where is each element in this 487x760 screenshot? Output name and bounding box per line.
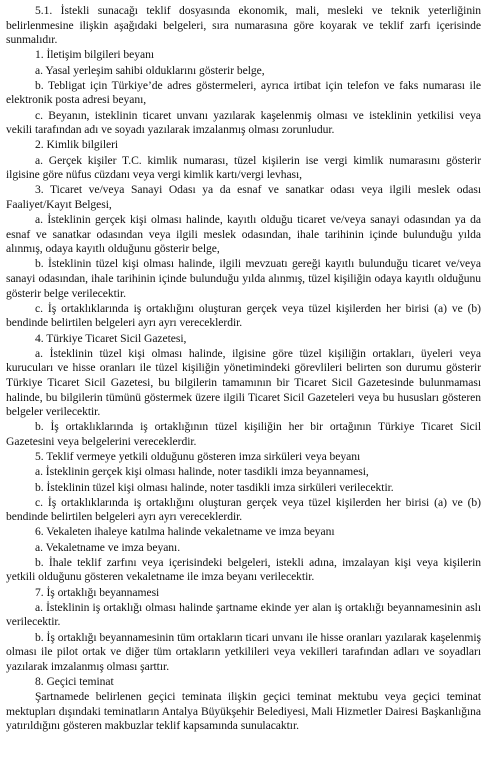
section-6-item-b: b. İhale teklif zarfını veya içerisindeki belgeleri, istekli adına, imzalayan kişi veya kişilerin yetkili olduğunu gösteren vekaletname ile imza beyanı verilecektir. (6, 555, 481, 584)
intro-paragraph: 5.1. İstekli sunacağı teklif dosyasında ekonomik, mali, mesleki ve teknik yeterliğinin belirlenmesine ilişkin aşağıdaki belgeleri, sıra numarasına göre koyarak ve teklif zarfı içerisinde sunmalıdır. (6, 4, 481, 47)
section-2-heading: 2. Kimlik bilgileri (35, 138, 119, 152)
section-8-body: Şartnamede belirlenen geçici teminata ilişkin geçici teminat mektubu veya geçici teminat mektupları dışındaki teminatların Antalya Büyükşehir Belediyesi, Mali Hizmetler Dairesi Başkanlığına yatırıldığını gösteren makbuzlar teklif kapsamında sunulacaktır. (6, 690, 481, 733)
section-5-heading: 5. Teklif vermeye yetkili olduğunu gösteren imza sirküleri veya beyanı (35, 450, 361, 464)
section-7-item-a: a. İsteklinin iş ortaklığı olması halinde şartname ekinde yer alan iş ortaklığı beyannamesinin aslı verilecektir. (6, 600, 481, 629)
section-4-item-a: a. İsteklinin tüzel kişi olması halinde, ilgisine göre tüzel kişiliğin ortakları, üyeleri veya kurucuları ve hisse oranları ile tüzel kişiliğin yönetimindeki görevlileri belirten son durumu gösterir Türkiye Ticaret Sicil Gazetesi, bu bilgilerin tamamının bir Ticaret Sicil Gazetesinde bulunmaması halinde, bu bilgilerin tümünü göstermek üzere ilgili Ticaret Sicil Gazeteleri veya bu hususları gösteren belgeler verilecektir. (6, 346, 481, 419)
section-5-item-c: c. İş ortaklıklarında iş ortaklığını oluşturan gerçek veya tüzel kişilerden her birisi (a) ve (b) bendinde belirtilen belgeleri ayrı ayrı vereceklerdir. (6, 495, 481, 524)
section-3-item-b: b. İsteklinin tüzel kişi olması halinde, ilgili mevzuatı gereği kayıtlı bulunduğu ticaret ve/veya sanayi odasından, ihale tarihinin içinde bulunduğu yılda alınmış, tüzel kişiliğin odaya kayıtlı olduğunu gösterir belge verilecektir. (6, 257, 481, 300)
section-8-heading: 8. Geçici teminat (35, 674, 114, 688)
section-4-item-b: b. İş ortaklıklarında iş ortaklığının tüzel kişiliğin her bir ortağının Türkiye Ticaret Sicil Gazetesini veya belgelerini vereceklerdir. (6, 420, 481, 448)
section-1-item-c: c. Beyanın, isteklinin ticaret unvanı yazılarak kaşelenmiş olması ve isteklinin yetkilisi veya vekili tarafından adı ve soyadı yazılarak imzalanmış olması zorunludur. (6, 108, 481, 137)
section-5-item-a: a. İsteklinin gerçek kişi olması halinde, noter tasdikli imza beyannamesi, (35, 465, 369, 479)
section-3-heading: 3. Ticaret ve/veya Sanayi Odası ya da esnaf ve sanatkar odası veya ilgili meslek odası Faaliyet/Kayıt Belgesi, (6, 183, 481, 211)
section-5-item-b: b. İsteklinin tüzel kişi olması halinde, noter tasdikli imza sirküleri verilecektir. (35, 480, 394, 494)
section-2-item-a: a. Gerçek kişiler T.C. kimlik numarası, tüzel kişilerin ise vergi kimlik numarasını gösterir ilgisine göre nüfus cüzdanı veya vergi kimlik kartı/vergi levhası, (6, 153, 481, 182)
section-7-heading: 7. İş ortaklığı beyannamesi (35, 585, 160, 599)
section-4-heading: 4. Türkiye Ticaret Sicil Gazetesi, (35, 331, 187, 345)
section-3-item-a: a. İsteklinin gerçek kişi olması halinde, kayıtlı olduğu ticaret ve/veya sanayi odasından ya da esnaf ve sanatkar odasından veya ilgili meslek odasından, ihale tarihinin içinde bulunduğu yılda alınmış, odaya kayıtlı olduğunu gösterir belge, (6, 213, 481, 256)
section-6-item-a: a. Vekaletname ve imza beyanı. (35, 540, 181, 554)
section-7-item-b: b. İş ortaklığı beyannamesinin tüm ortakların ticari unvanı ile hisse oranları yazılarak kaşelenmiş olması ile pilot ortak ve diğer tüm ortakların yetkilileri veya vekilleri tarafından adları ve soyadları yazılarak imzalanmış olması şarttır. (6, 630, 481, 673)
section-3-item-c: c. İş ortaklıklarında iş ortaklığını oluşturan gerçek veya tüzel kişilerden her birisi (a) ve (b) bendinde belirtilen belgeleri ayrı ayrı vereceklerdir. (6, 301, 481, 330)
section-1-heading: 1. İletişim bilgileri beyanı (35, 48, 155, 62)
section-1-item-b: b. Tebligat için Türkiye’de adres göstermeleri, ayrıca irtibat için telefon ve faks numarası ile elektronik posta adresi beyanı, (6, 78, 481, 107)
section-6-heading: 6. Vekaleten ihaleye katılma halinde vekaletname ve imza beyanı (35, 525, 335, 539)
section-1-item-a: a. Yasal yerleşim sahibi olduklarını gösterir belge, (35, 63, 265, 77)
